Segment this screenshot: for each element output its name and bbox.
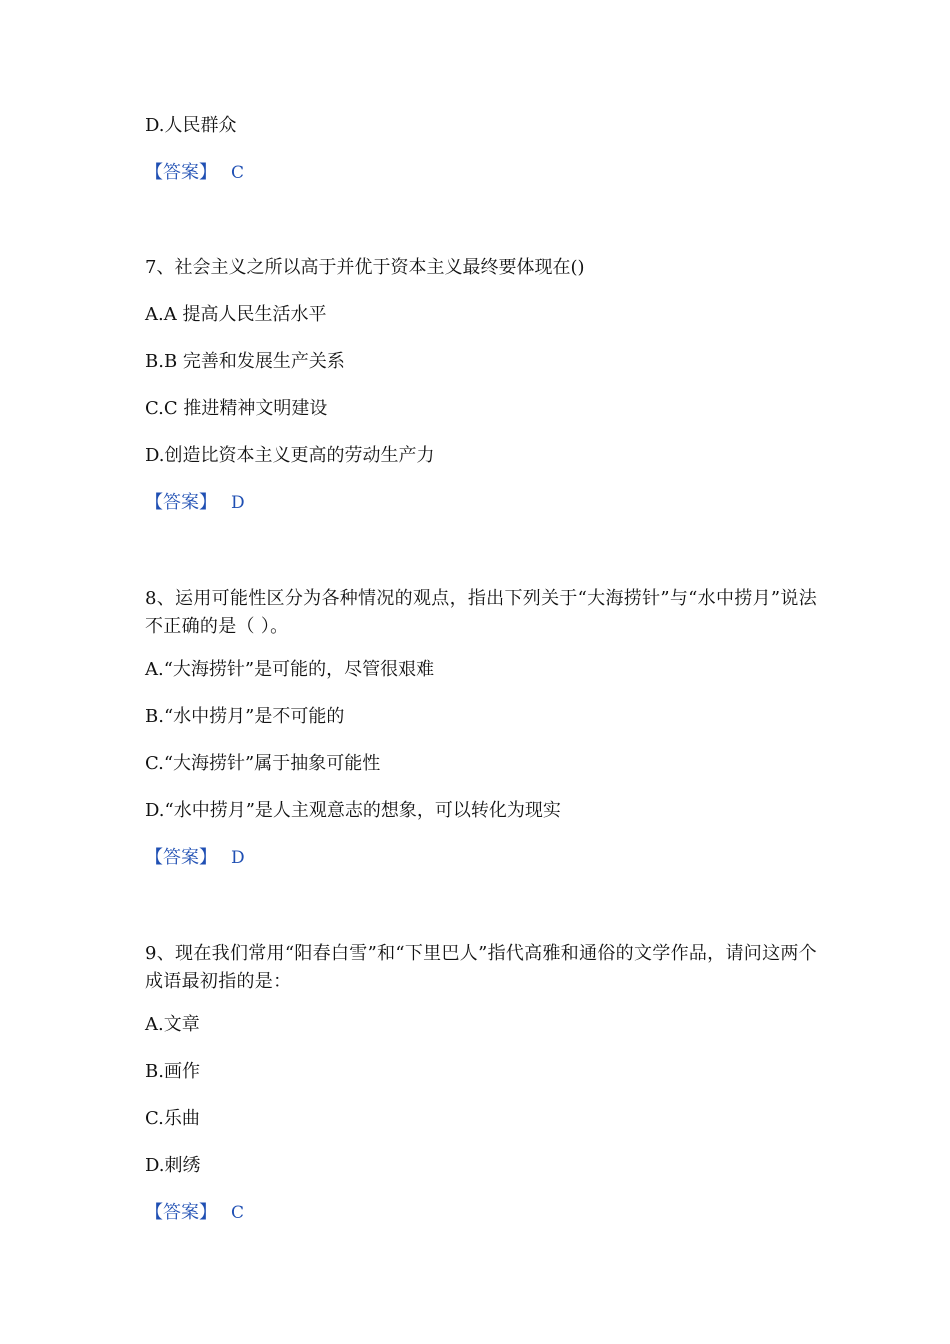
q9-option-c: C.乐曲 (145, 1108, 200, 1129)
q8-question: 8、运用可能性区分为各种情况的观点，指出下列关于“大海捞针”与“水中捞月”说法不正确的是（ ）。 (145, 588, 817, 637)
q8-option-b: B.“水中捞月”是不可能的 (145, 706, 345, 727)
answer-tag: 【答案】 (145, 1202, 217, 1223)
q7-option-d: D.创造比资本主义更高的劳动生产力 (145, 445, 435, 466)
q9-answer (145, 1201, 244, 1225)
answer-tag: 【答案】 (145, 162, 217, 183)
q8-option-d: D.“水中捞月”是人主观意志的想象，可以转化为现实 (145, 800, 561, 821)
answer-value: C (231, 163, 245, 183)
q8-answer (145, 846, 245, 870)
answer-value: D (231, 493, 245, 513)
answer-tag: 【答案】 (145, 847, 217, 868)
q7-question: 7、社会主义之所以高于并优于资本主义最终要体现在() (145, 257, 585, 278)
q7-option-b: B.B 完善和发展生产关系 (145, 351, 345, 372)
q8-option-a: A.“大海捞针”是可能的，尽管很艰难 (145, 659, 435, 680)
q9-option-b: B.画作 (145, 1061, 200, 1082)
q9-question: 9、现在我们常用“阳春白雪”和“下里巴人”指代高雅和通俗的文学作品，请问这两个成语最初指的是： (145, 943, 817, 992)
answer-tag: 【答案】 (145, 492, 217, 513)
q7-option-c: C.C 推进精神文明建设 (145, 398, 328, 419)
answer-value: D (231, 848, 245, 868)
q9-option-a: A.文章 (145, 1014, 200, 1035)
q9-option-d: D.刺绣 (145, 1155, 201, 1176)
q7-option-a: A.A 提高人民生活水平 (145, 304, 327, 325)
q7-answer (145, 491, 245, 515)
q6-answer (145, 161, 244, 185)
answer-value: C (231, 1203, 245, 1223)
q6-option-d: D.人民群众 (145, 115, 237, 136)
q8-option-c: C.“大海捞针”属于抽象可能性 (145, 753, 381, 774)
